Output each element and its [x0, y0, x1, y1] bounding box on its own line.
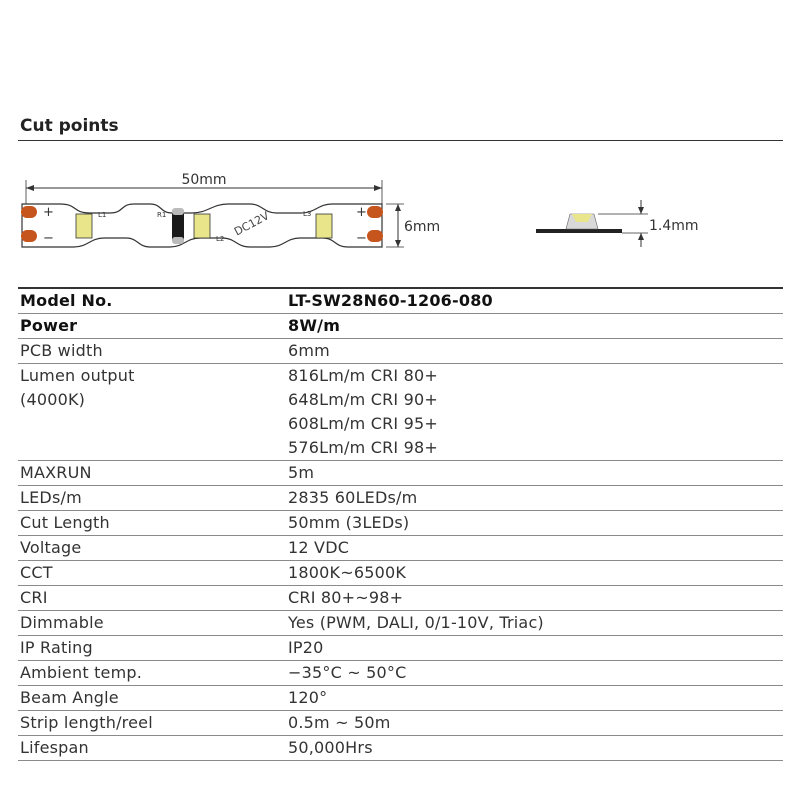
spec-label-line: Ambient temp. [20, 663, 143, 682]
spec-table-body [18, 288, 783, 761]
spec-value [288, 536, 783, 561]
spec-value [288, 314, 783, 339]
spec-row [18, 461, 783, 486]
spec-label [18, 536, 288, 561]
minus-left: − [43, 231, 54, 246]
spec-value-line: 8W/m [288, 316, 341, 335]
spec-label [18, 486, 288, 511]
spec-value-line: 648Lm/m CRI 90+ [288, 390, 438, 409]
spec-label-line: (4000K) [20, 390, 86, 409]
length-label: 50mm [181, 172, 227, 188]
spec-label [18, 314, 288, 339]
spec-label [18, 339, 288, 364]
spec-value [288, 461, 783, 486]
spec-label [18, 461, 288, 486]
spec-value [288, 561, 783, 586]
spec-label [18, 611, 288, 636]
led-1 [76, 214, 92, 238]
spec-value-line: 6mm [288, 341, 330, 360]
spec-label-line: Dimmable [20, 613, 104, 632]
spec-value [288, 511, 783, 536]
width-arrow-bottom [395, 240, 401, 247]
spec-value-line: 5m [288, 463, 315, 482]
spec-row [18, 561, 783, 586]
spec-value-line: 816Lm/m CRI 80+ [288, 366, 438, 385]
resistor-cap-top [172, 208, 184, 215]
spec-value [288, 611, 783, 636]
spec-label [18, 661, 288, 686]
spec-row [18, 511, 783, 536]
minus-right: − [356, 231, 367, 246]
spec-label [18, 511, 288, 536]
spec-value-line: Yes (PWM, DALI, 0/1-10V, Triac) [288, 613, 544, 632]
spec-label [18, 288, 288, 314]
spec-value-line: 12 VDC [288, 538, 350, 557]
spec-value [288, 636, 783, 661]
spec-value [288, 736, 783, 761]
spec-value-line: 608Lm/m CRI 95+ [288, 414, 438, 433]
length-arrow-right [374, 185, 382, 191]
spec-value-line: 1800K~6500K [288, 563, 407, 582]
spec-value-line: 576Lm/m CRI 98+ [288, 438, 438, 457]
spec-row [18, 314, 783, 339]
spec-label-line: CRI [20, 588, 48, 607]
spec-label [18, 636, 288, 661]
resistor-label: R1 [157, 211, 167, 219]
plus-right: + [356, 205, 367, 220]
spec-value-line: 2835 60LEDs/m [288, 488, 418, 507]
led-label-1: L1 [98, 211, 107, 219]
pad-minus-right [367, 230, 383, 242]
led-label-3: L3 [303, 210, 312, 218]
section-title: Cut points [20, 116, 119, 136]
spec-row [18, 339, 783, 364]
spec-label-line: Lumen output [20, 366, 135, 385]
spec-label [18, 586, 288, 611]
spec-row [18, 586, 783, 611]
spec-label-line: Model No. [20, 291, 113, 310]
plus-left: + [43, 205, 54, 220]
width-arrow-top [395, 204, 401, 211]
spec-row [18, 486, 783, 511]
spec-label-line: Cut Length [20, 513, 110, 532]
spec-value-line: 50mm (3LEDs) [288, 513, 410, 532]
spec-row [18, 364, 783, 461]
resistor-cap-bottom [172, 237, 184, 244]
pad-minus-left [21, 230, 37, 242]
spec-value [288, 288, 783, 314]
spec-label [18, 364, 288, 461]
spec-label-line: Strip length/reel [20, 713, 153, 732]
led-label-2: L2 [216, 235, 225, 243]
spec-table [18, 287, 783, 761]
pad-plus-left [21, 206, 37, 218]
spec-row [18, 686, 783, 711]
height-arrow-up [638, 207, 644, 214]
spec-value [288, 364, 783, 461]
spec-value-line: −35°C ~ 50°C [288, 663, 407, 682]
spec-value [288, 586, 783, 611]
height-label: 1.4mm [649, 218, 699, 234]
spec-label-line: PCB width [20, 341, 103, 360]
spec-label [18, 736, 288, 761]
spec-row [18, 736, 783, 761]
spec-label [18, 711, 288, 736]
spec-value [288, 686, 783, 711]
spec-value-line: IP20 [288, 638, 324, 657]
spec-row [18, 636, 783, 661]
spec-label-line: Lifespan [20, 738, 89, 757]
cut-points-diagram [0, 165, 800, 255]
section-divider [18, 140, 783, 141]
spec-label-line: LEDs/m [20, 488, 82, 507]
spec-value-line: 120° [288, 688, 328, 707]
pad-plus-right [367, 206, 383, 218]
spec-value-line: 0.5m ~ 50m [288, 713, 391, 732]
spec-label-line: Voltage [20, 538, 82, 557]
spec-label-line: CCT [20, 563, 53, 582]
spec-value [288, 339, 783, 364]
spec-row [18, 536, 783, 561]
spec-value-line: 50,000Hrs [288, 738, 373, 757]
length-arrow-left [26, 185, 34, 191]
spec-label-line: MAXRUN [20, 463, 92, 482]
spec-value [288, 486, 783, 511]
spec-label [18, 561, 288, 586]
voltage-marking: DC12V [231, 209, 272, 239]
spec-row [18, 661, 783, 686]
spec-row [18, 711, 783, 736]
spec-label [18, 686, 288, 711]
led-2 [194, 214, 210, 238]
spec-value [288, 661, 783, 686]
width-label: 6mm [404, 219, 441, 235]
height-arrow-down [638, 233, 644, 240]
spec-value [288, 711, 783, 736]
spec-label-line: Power [20, 316, 78, 335]
spec-value-line: CRI 80+~98+ [288, 588, 404, 607]
spec-label-line: Beam Angle [20, 688, 119, 707]
spec-value-line: LT-SW28N60-1206-080 [288, 291, 493, 310]
spec-row [18, 611, 783, 636]
spec-label-line: IP Rating [20, 638, 93, 657]
led-3 [316, 214, 332, 238]
profile-base [536, 229, 622, 233]
spec-row [18, 288, 783, 314]
